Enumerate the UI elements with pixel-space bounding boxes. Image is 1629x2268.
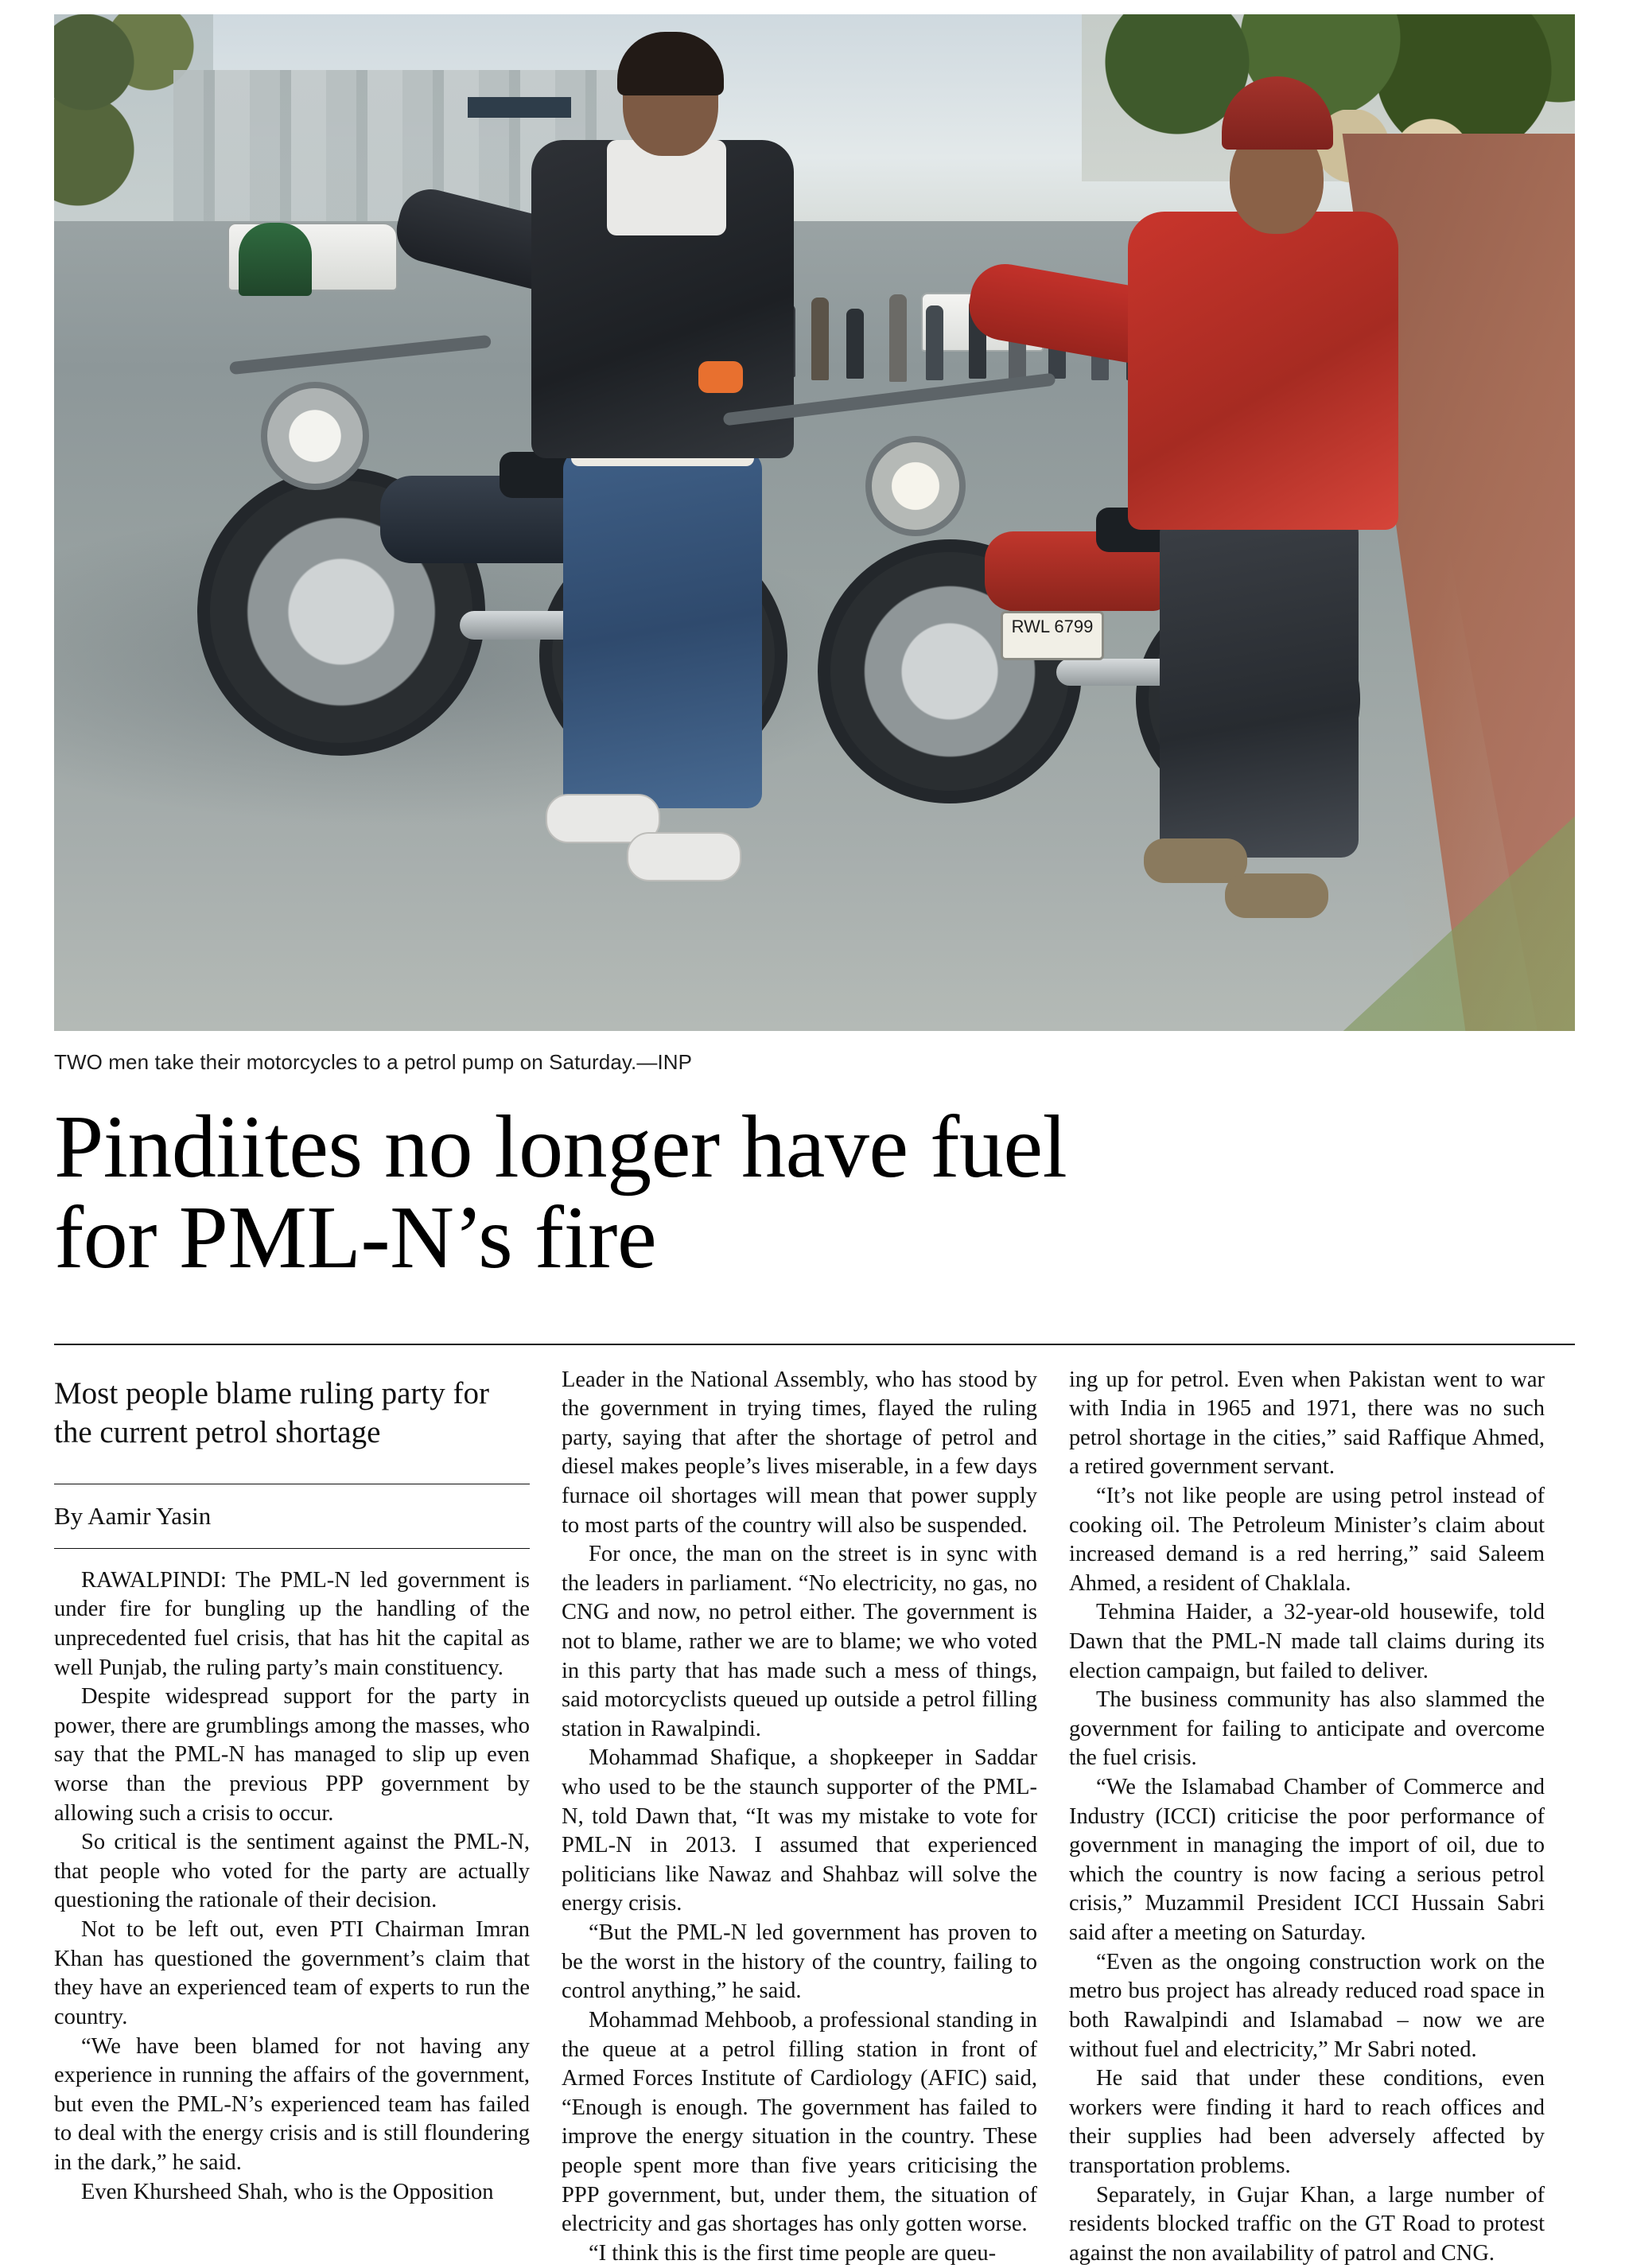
column-2-body: [562, 1366, 1037, 2268]
mirror: [698, 361, 743, 393]
column-1: [54, 1345, 530, 2268]
paragraph: “I think this is the first time people are queu-: [562, 2239, 1037, 2268]
man-left: [484, 37, 826, 856]
man-right: [1088, 76, 1422, 920]
paragraph: ing up for petrol. Even when Pakistan went to war with India in 1965 and 1971, there was no such petrol shortage in the cities,” said Raffique Ahmed, a retired government servant.: [1069, 1366, 1545, 1482]
paragraph: He said that under these conditions, even workers were finding it hard to reach offices and their supplies had been adversely affected by transportation problems.: [1069, 2064, 1545, 2180]
headlamp: [865, 436, 966, 536]
photo-caption: TWO men take their motorcycles to a petrol pump on Saturday.—INP: [54, 1050, 1575, 1075]
standfirst: Most people blame ruling party for the current petrol shortage: [54, 1374, 530, 1452]
byline: By Aamir Yasin: [54, 1502, 530, 1531]
paragraph: RAWALPINDI: The PML-N led government is under fire for bungling up the handling of the unprecedented fuel crisis, that has hit the capital as well Punjab, the ruling party’s main constituency.: [54, 1566, 530, 1683]
byline-rule-bottom: [54, 1548, 530, 1549]
paragraph: Mohammad Shafique, a shopkeeper in Saddar who used to be the staunch supporter of the PML-N, told Dawn that, “It was my mistake to vote for PML-N in 2013. I assumed that experienced politicians like Nawaz and Shahbaz will solve the energy crisis.: [562, 1744, 1037, 1919]
paragraph: Leader in the National Assembly, who has stood by the government in trying times, flayed the ruling party, saying that after the shortage of petrol and diesel makes people’s lives miserable, in a few days furnace oil shortages will mean that power supply to most parts of the country will also be suspended.: [562, 1366, 1037, 1541]
paragraph: Separately, in Gujar Khan, a large number of residents blocked traffic on the GT Road to protest against the non availability of patrol and CNG.: [1069, 2181, 1545, 2268]
left-man-jeans: [563, 450, 762, 808]
right-man-shoe-1: [1144, 838, 1247, 883]
paragraph: For once, the man on the street is in sync with the leaders in parliament. “No electricity, no gas, no CNG and now, no petrol either. The government is not to blame, rather we are to blame; we who voted in this party that has made such a mess of things, said motorcyclists queued up outside a petrol filling station in Rawalpindi.: [562, 1540, 1037, 1744]
right-man-cap: [1222, 76, 1333, 150]
right-man-trousers: [1160, 515, 1359, 858]
paragraph: “We have been blamed for not having any experience in running the affairs of the government, but even the PML-N’s experienced team has failed to deal with the energy crisis and is still floundering in the dark,” he said.: [54, 2033, 530, 2178]
page-title: [54, 1102, 1575, 1283]
paragraph: “We the Islamabad Chamber of Commerce and Industry (ICCI) criticise the poor performance of government in managing the import of oil, due to which the country is now facing a serious petrol crisis,” Muzammil President ICCI Hussain Sabri said after a meeting on Saturday.: [1069, 1773, 1545, 1948]
license-plate: RWL 6799: [1001, 611, 1104, 660]
photo-scene: [54, 14, 1575, 1031]
paragraph: “Even as the ongoing construction work on the metro bus project has already reduced road space in both Rawalpindi and Islamabad – now we are without fuel and electricity,” Mr Sabri noted.: [1069, 1948, 1545, 2064]
background-rickshaw: [239, 223, 312, 296]
paragraph: Tehmina Haider, a 32-year-old housewife, told Dawn that the PML-N made tall claims during its election campaign, but failed to deliver.: [1069, 1598, 1545, 1686]
paragraph: “It’s not like people are using petrol instead of cooking oil. The Petroleum Minister’s claim about increased demand is a red herring,” said Saleem Ahmed, a resident of Chaklala.: [1069, 1482, 1545, 1598]
column-3: [1069, 1345, 1545, 2268]
right-man-shoe-2: [1225, 873, 1328, 918]
newspaper-page: [0, 14, 1629, 2243]
paragraph: Even Khursheed Shah, who is the Opposition: [54, 2178, 530, 2208]
paragraph: Mohammad Mehboob, a professional standing in the queue at a petrol filling station in front of Armed Forces Institute of Cardiology (AFIC) said, “Enough is enough. The government has failed to improve the energy situation in the country. These people spent more than five years criticising the PPP government, but, under them, the situation of electricity and gas shortages has only gotten worse.: [562, 2006, 1037, 2239]
left-man-hair: [617, 32, 724, 95]
column-2: [562, 1345, 1037, 2268]
headlamp: [261, 382, 369, 490]
headline-line-2: for PML-N’s fire: [54, 1192, 1575, 1283]
paragraph: Not to be left out, even PTI Chairman Imran Khan has questioned the government’s claim that they have an experienced team of experts to run the country.: [54, 1916, 530, 2032]
paragraph: “But the PML-N led government has proven to be the worst in the history of the country, failing to control anything,” he said.: [562, 1919, 1037, 2006]
article-photo: [54, 14, 1575, 1031]
column-3-body: [1069, 1366, 1545, 2268]
headline-line-1: Pindiites no longer have fuel: [54, 1102, 1575, 1192]
article-columns: [54, 1345, 1575, 2268]
right-man-sweater: [1128, 212, 1398, 530]
column-1-body: [54, 1566, 530, 2207]
paragraph: So critical is the sentiment against the PML-N, that people who voted for the party are actually questioning the rationale of their decision.: [54, 1828, 530, 1916]
left-man-shoe-2: [627, 832, 741, 881]
paragraph: Despite widespread support for the party in power, there are grumblings among the masses, who say that the PML-N has managed to slip up even worse than the previous PPP government by allowing such a crisis to occur.: [54, 1683, 530, 1828]
paragraph: The business community has also slammed the government for failing to anticipate and overcome the fuel crisis.: [1069, 1686, 1545, 1773]
